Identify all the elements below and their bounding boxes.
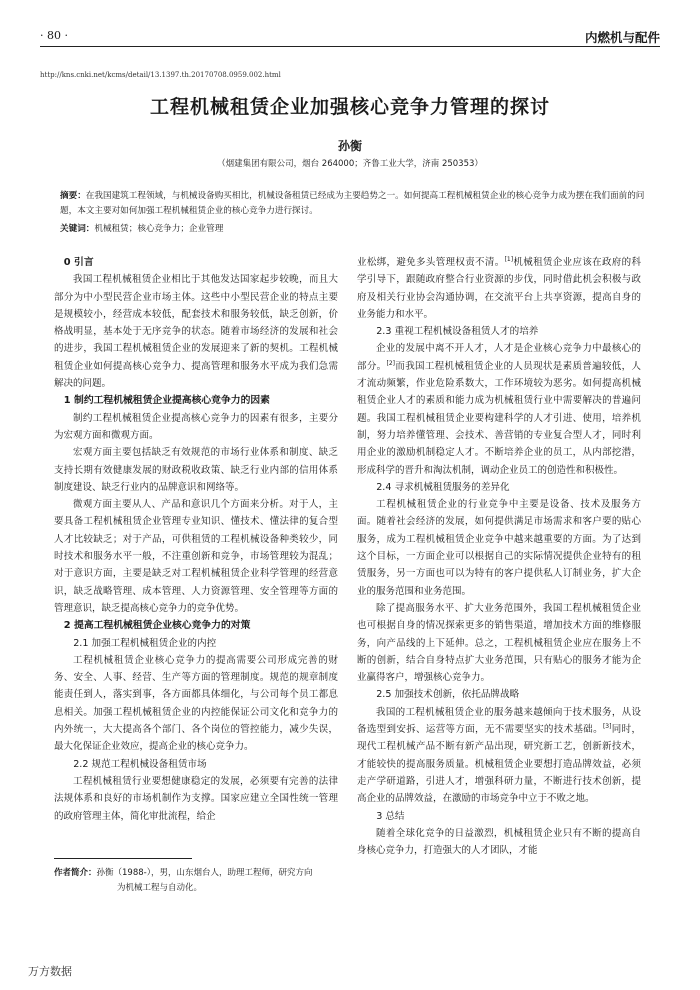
author-affiliation: （烟建集团有限公司，烟台 264000；齐鲁工业大学，济南 250353）: [217, 159, 483, 169]
subsection-heading: [357, 479, 641, 496]
paragraph: [357, 600, 641, 686]
abstract-text: 在我国建筑工程领域，与机械设备购买相比，机械设备租赁已经成为主要趋势之一。如何提高工程机械租赁企业的核心竞争力成为摆在我们面前的问题，本文主要对如何加强工程机械租赁企业的核心竞争力进行探讨。: [60, 191, 645, 216]
text-run: 除了提高服务水平、扩大业务范围外，我国工程机械租赁企业也可根据自身的情况探索更多的销售渠道，增加技术方面的维修服务，向产品线的上下延伸。总之，工程机械租赁企业应在服务上不断的创新，结合自身特点扩大业务范围，只有贴心的服务才能为企业赢得客户，增强核心竞争力。: [357, 602, 641, 684]
paragraph: [54, 444, 338, 496]
paragraph: [357, 825, 641, 860]
abstract: [60, 189, 650, 219]
paragraph: [54, 652, 338, 756]
subsection-heading: [54, 635, 338, 652]
text-run: 3 总结: [376, 810, 405, 822]
text-run: 业松绑，避免多头管理权责不清。: [357, 257, 505, 268]
right-column: [357, 254, 641, 859]
text-run: 2 提高工程机械租赁企业核心竞争力的对策: [63, 620, 251, 632]
page-number: · 80 ·: [40, 29, 68, 42]
text-run: 企业的发展中离不开人才，人才是企业核心竞争力中最核心的部分。: [357, 343, 641, 372]
text-run: 工程机械租赁企业核心竞争力的提高需要公司形成完善的财务、安全、人事、经营、生产等方面的管理制度。规范的规章制度能责任到人，落实到事，各方面都具体细化，与公司每个员工都息息相关。加强工程机械租赁企业的内控能保证公司文化和竞争力的内外统一，大大提高各个部门、各个岗位的管控能力，减少失误，最大化保证企业效应，提高企业的核心竞争力。: [54, 654, 338, 753]
section-heading: [54, 617, 338, 634]
paragraph: [357, 496, 641, 600]
paragraph: [357, 704, 641, 808]
text-run: 2.1 加强工程机械租赁企业的内控: [73, 637, 217, 649]
abstract-label: 摘要：: [60, 191, 86, 201]
text-run: 机械租赁企业应该在政府的科学引导下，跟随政府整合行业资源的步伐，同时借此机会积极与政府及相关行业协会沟通协调，在交流平台上共享资源，提高自身的业务能力和水平。: [357, 257, 641, 320]
running-header: [40, 26, 660, 47]
text-run: 2.2 规范工程机械设备租赁市场: [73, 758, 207, 770]
text-run: 制约工程机械租赁企业提高核心竞争力的因素有很多，主要分为宏观方面和微观方面。: [54, 412, 338, 441]
paragraph: [357, 340, 641, 478]
text-run: 2.5 加强技术创新，依托品牌战略: [376, 689, 520, 701]
subsection-heading: [357, 808, 641, 825]
journal-name: 内燃机与配件: [584, 30, 660, 45]
text-run: 2.3 重视工程机械设备租赁人才的培养: [376, 326, 539, 338]
subsection-heading: [357, 686, 641, 703]
section-heading: [54, 392, 338, 409]
text-run: 而我国工程机械租赁企业的人员现状是素质普遍较低，人才流动频繁，作业危险系数大，工作环境较为恶劣。如何提高机械租赁企业人才的素质和能力成为机械租赁行业中需要解决的普遍问题。我国工程机械租赁企业要构建科学的人才引进、使用，培养机制，努力培养懂管理、会技术、善营销的专业复合型人才，同时利用企业的激励机制稳定人才。不断培养企业的员工，从内部挖潜，形成科学的晋升和淘汰机制，调动企业员工的创造性和积极性。: [357, 360, 641, 476]
text-run: 2.4 寻求机械租赁服务的差异化: [376, 481, 510, 493]
citation-ref: [3]: [602, 722, 612, 730]
subsection-heading: [357, 323, 641, 340]
paragraph: [54, 773, 338, 825]
paragraph: [357, 254, 641, 323]
footnote-line1: 孙衡（1988-），男，山东烟台人，助理工程师，研究方向: [96, 868, 313, 878]
text-run: 1 制约工程机械租赁企业提高核心竞争力的因素: [63, 395, 270, 407]
text-run: 0 引言: [63, 257, 94, 268]
footnote-line2: 为机械工程与自动化。: [117, 883, 203, 893]
text-run: 微观方面主要从人、产品和意识几个方面来分析。对于人，主要具备工程机械租赁企业管理专业知识、懂技术、懂法律的复合型人才比较缺乏；对于产品，可供租赁的工程机械设备种类较少，同时技术和服务水平一般，不注重创新和竞争，市场管理较为混乱；对于意识方面，主要是缺乏对工程机械租赁企业科学管理的经营意识，缺乏战略管理、成本管理、人力资源管理、安全管理等方面的管理意识，缺乏提高核心竞争力的竞争优势。: [54, 499, 338, 614]
text-run: 宏观方面主要包括缺乏有效规范的市场行业体系和制度、缺乏支持长期有效健康发展的财政税收政策、缺乏行业内部的信用体系制度建设、缺乏行业内的品牌意识和网络等。: [54, 447, 338, 493]
paragraph: [54, 496, 338, 617]
section-heading: [54, 254, 338, 271]
text-run: 我国工程机械租赁企业相比于其他发达国家起步较晚，而且大部分为中小型民营企业市场主体。这些中小型民营企业的特点主要是规模较小，经营成本较低，配套技术和服务较低，缺乏创新，价格战明显，基本处于无序竞争的状态。随着市场经济的发展和社会的进步，我国工程机械租赁企业的发展迎来了新的契机。工程机械租赁企业如何提高核心竞争力、提高管理和服务水平成为我们急需解决的问题。: [54, 274, 338, 390]
paragraph: [54, 410, 338, 445]
keywords-label: 关键词：: [60, 224, 95, 234]
keywords: [60, 222, 650, 234]
paragraph: [54, 271, 338, 392]
footnote-divider: [54, 858, 192, 859]
citation-ref: [2]: [386, 359, 396, 367]
article-title: 工程机械租赁企业加强核心竞争力管理的探讨: [149, 96, 550, 118]
author-name: 孙衡: [337, 139, 362, 153]
text-run: 工程机械租赁企业的行业竞争中主要是设备、技术及服务方面。随着社会经济的发展，如何提供满足市场需求和客户要的贴心服务，成为工程机械租赁企业竞争中越来越重要的方面。为了达到这个目标，一方面企业可以根据自己的实际情况提供企业特有的租赁服务，另一方面也可以为特有的客户提供私人订制业务，扩大企业的服务范围和业务范围。: [357, 499, 641, 597]
left-column: [54, 254, 338, 825]
text-run: 同时，现代工程机械产品不断有新产品出现，研究新工艺，创新新技术，才能较快的提高服务质量。机械租赁企业要想打造品牌效益，必须走产学研道路，引进人才，增强科研力量，不断进行技术创新，提高企业的品牌效益，在激励的市场竞争中立于不败之地。: [357, 724, 641, 805]
author-footnote: [54, 866, 344, 896]
subsection-heading: [54, 756, 338, 773]
article-url[interactable]: http://kns.cnki.net/kcms/detail/13.1397.th.20170708.0959.002.html: [40, 71, 281, 79]
watermark: 万方数据: [28, 965, 72, 978]
footnote-label: 作者简介：: [54, 868, 97, 878]
keywords-text: 机械租赁；核心竞争力；企业管理: [94, 224, 224, 234]
text-run: 我国的工程机械租赁企业的服务越来越倾向于技术服务，从设备选型到安拆、运营等方面，无不需要坚实的技术基础。: [357, 706, 641, 736]
text-run: 工程机械租赁行业要想健康稳定的发展，必须要有完善的法律法规体系和良好的市场机制作为支撑。国家应建立全国性统一管理的政府管理主体，简化审批流程，给企: [54, 775, 338, 822]
text-run: 随着全球化竞争的日益激烈，机械租赁企业只有不断的提高自身核心竞争力，打造强大的人才团队，才能: [357, 827, 641, 857]
citation-ref: [1]: [504, 255, 514, 263]
